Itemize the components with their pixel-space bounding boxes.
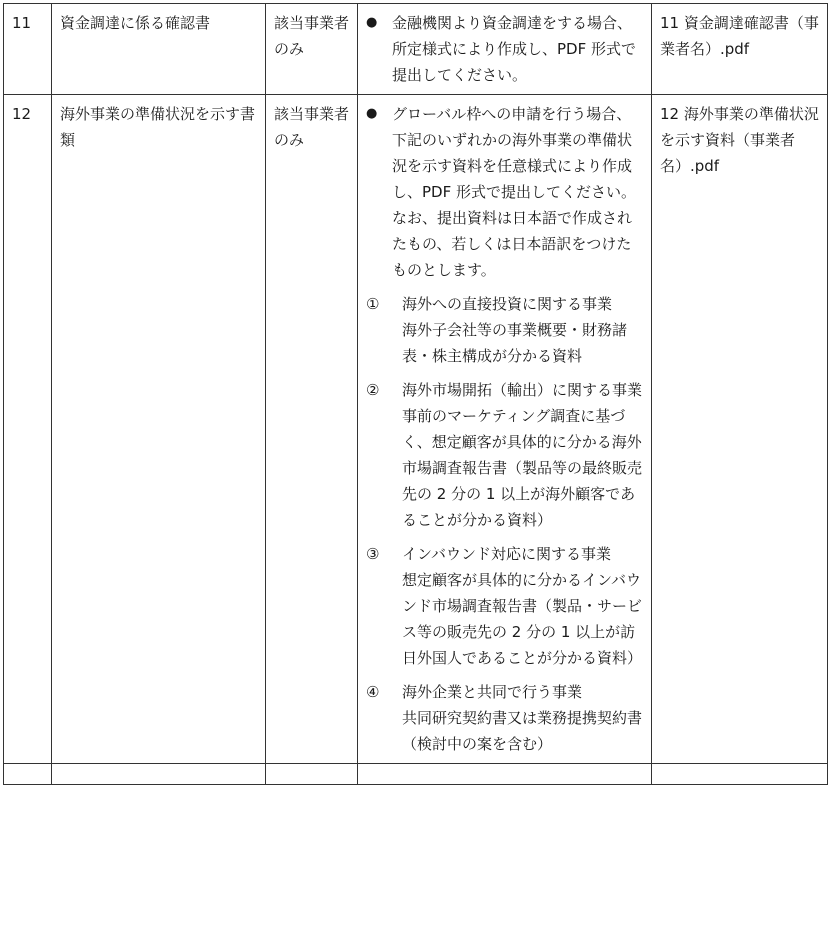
description-text: 金融機関より資金調達をする場合、所定様式により作成し、PDF 形式で提出してください。 bbox=[392, 14, 636, 84]
item-body bbox=[402, 291, 643, 369]
file-name: 11 資金調達確認書（事業者名）.pdf bbox=[652, 4, 828, 95]
list-item bbox=[366, 377, 643, 533]
item-description: 共同研究契約書又は業務提携契約書（検討中の案を含む） bbox=[402, 709, 643, 753]
document-name: 資金調達に係る確認書 bbox=[52, 4, 266, 95]
list-item bbox=[366, 291, 643, 369]
empty-cell bbox=[652, 764, 828, 785]
empty-cell bbox=[4, 764, 52, 785]
table-row-continuation bbox=[4, 764, 828, 785]
target-applicant: 該当事業者のみ bbox=[266, 4, 358, 95]
empty-cell bbox=[52, 764, 266, 785]
item-body bbox=[402, 541, 643, 671]
empty-cell bbox=[266, 764, 358, 785]
empty-cell bbox=[358, 764, 652, 785]
description-cell bbox=[358, 4, 652, 95]
row-number: 11 bbox=[4, 4, 52, 95]
item-description: 海外子会社等の事業概要・財務諸表・株主構成が分かる資料 bbox=[402, 321, 628, 365]
document-name: 海外事業の準備状況を示す書類 bbox=[52, 95, 266, 764]
table-row bbox=[4, 95, 828, 764]
item-title: 海外企業と共同で行う事業 bbox=[402, 683, 583, 701]
bullet-icon: ● bbox=[366, 106, 378, 121]
item-description: 想定顧客が具体的に分かるインバウンド市場調査報告書（製品・サービス等の販売先の 2 分の 1 以上が訪日外国人であることが分かる資料） bbox=[402, 571, 643, 667]
item-number: ① bbox=[366, 295, 380, 313]
item-title: インバウンド対応に関する事業 bbox=[402, 545, 611, 563]
item-number: ④ bbox=[366, 683, 380, 701]
bullet-icon: ● bbox=[366, 15, 378, 30]
item-description: 事前のマーケティング調査に基づく、想定顧客が具体的に分かる海外市場調査報告書（製品等の最終販売先の 2 分の 1 以上が海外顧客であることが分かる資料） bbox=[402, 407, 643, 529]
item-number: ② bbox=[366, 381, 380, 399]
bullet-paragraph bbox=[366, 101, 643, 283]
table-row bbox=[4, 4, 828, 95]
bullet-paragraph bbox=[366, 10, 643, 88]
description-text: グローバル枠への申請を行う場合、下記のいずれかの海外事業の準備状況を示す資料を任意様式により作成し、PDF 形式で提出してください。なお、提出資料は日本語で作成されたもの、若しくは日本語訳をつけたものとします。 bbox=[392, 105, 636, 279]
item-body bbox=[402, 679, 643, 757]
description-cell bbox=[358, 95, 652, 764]
row-number: 12 bbox=[4, 95, 52, 764]
item-body bbox=[402, 377, 643, 533]
document-table bbox=[3, 3, 828, 785]
file-name: 12 海外事業の準備状況を示す資料（事業者名）.pdf bbox=[652, 95, 828, 764]
target-applicant: 該当事業者のみ bbox=[266, 95, 358, 764]
list-item bbox=[366, 541, 643, 671]
item-number: ③ bbox=[366, 545, 380, 563]
list-item bbox=[366, 679, 643, 757]
item-title: 海外市場開拓（輸出）に関する事業 bbox=[402, 381, 643, 399]
item-title: 海外への直接投資に関する事業 bbox=[402, 295, 613, 313]
